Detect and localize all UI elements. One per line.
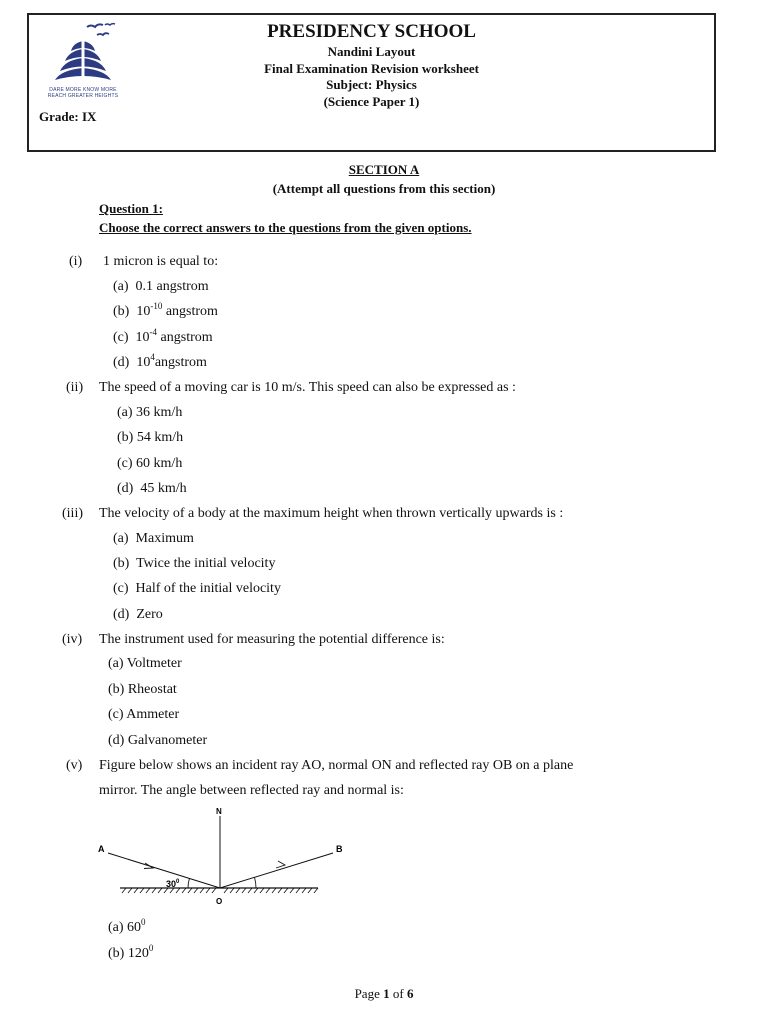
option-exponent: -10 <box>150 301 163 311</box>
option-base: 60 <box>127 920 142 935</box>
footer-of: of <box>389 986 407 1001</box>
angle-unit: 0 <box>176 879 180 885</box>
question-text: 1 micron is equal to: <box>103 254 219 269</box>
option <box>108 682 177 698</box>
option <box>108 707 179 723</box>
option-base: 10 <box>136 304 151 319</box>
section-instruction: (Attempt all questions from this section) <box>272 181 496 196</box>
section-title: SECTION A <box>348 162 420 177</box>
paper-name: (Science Paper 1) <box>323 94 420 109</box>
option <box>113 556 275 572</box>
option-text: Twice the initial velocity <box>136 556 276 571</box>
option-label: (b) <box>108 682 125 697</box>
grade: Grade: IX <box>39 109 97 124</box>
label-a: A <box>98 844 105 854</box>
option-label: (d) <box>113 355 130 370</box>
reflection-diagram <box>90 800 360 910</box>
option-label: (a) <box>117 405 133 420</box>
option-text: 45 km/h <box>140 481 187 496</box>
angle-arc-incident <box>188 878 190 888</box>
option-unit: angstrom <box>157 330 213 345</box>
option <box>108 917 146 936</box>
option-text: 54 km/h <box>136 430 184 445</box>
option-text: 60 km/h <box>136 456 183 471</box>
option-label: (c) <box>113 581 129 596</box>
option-label: (a) <box>108 920 124 935</box>
subject: Subject: Physics <box>326 77 417 92</box>
reflected-arrow-icon <box>276 861 285 868</box>
option <box>113 279 209 295</box>
question-text: The velocity of a body at the maximum height when thrown vertically upwards is : <box>99 506 564 521</box>
option <box>113 352 207 371</box>
option-exponent: 4 <box>150 352 155 362</box>
option <box>108 656 182 672</box>
option-label: (a) <box>108 656 124 671</box>
logo-motto-line-2: REACH GREATER HEIGHTS <box>47 93 119 99</box>
school-name: PRESIDENCY SCHOOL <box>267 21 476 42</box>
option-label: (c) <box>113 330 129 345</box>
label-b: B <box>336 844 343 854</box>
option-exponent: 0 <box>141 917 146 927</box>
angle-value: 30 <box>166 879 177 889</box>
option-text: Ammeter <box>126 707 180 722</box>
option-text: Voltmeter <box>126 656 182 671</box>
option-label: (a) <box>113 531 129 546</box>
option <box>113 531 194 547</box>
question-number: (iv) <box>62 632 83 647</box>
option-label: (c) <box>117 456 133 471</box>
option-label: (d) <box>108 733 125 748</box>
option <box>113 581 281 597</box>
header-box <box>27 13 716 152</box>
option <box>117 430 183 446</box>
reflected-ray-ob <box>220 853 333 888</box>
question-text-line-2: mirror. The angle between reflected ray and normal is: <box>99 783 404 798</box>
option <box>108 943 154 962</box>
option-text: Rheostat <box>127 682 177 697</box>
option-base: 10 <box>136 355 151 370</box>
option <box>117 456 182 472</box>
question-number: (i) <box>69 254 83 269</box>
option-base: 10 <box>135 330 150 345</box>
mirror-hatching <box>122 888 318 893</box>
logo-motto-line-1: DARE MORE KNOW MORE <box>49 87 117 93</box>
question-text: The speed of a moving car is 10 m/s. This speed can also be expressed as : <box>99 380 516 395</box>
branch-name: Nandini Layout <box>327 44 416 59</box>
question-number: (iii) <box>62 506 83 521</box>
option-label: (c) <box>108 707 124 722</box>
option-label: (b) <box>117 430 134 445</box>
option-text: Zero <box>136 607 163 622</box>
footer-total-pages: 6 <box>406 986 414 1001</box>
question-number: (v) <box>66 758 83 773</box>
footer-page-number: 1 <box>383 986 390 1001</box>
option-text: Half of the initial velocity <box>135 581 281 596</box>
option <box>117 405 182 421</box>
incident-ray-ao <box>108 853 220 888</box>
option <box>113 327 213 346</box>
option-label: (b) <box>113 556 130 571</box>
option-label: (d) <box>117 481 134 496</box>
question-text-line-1: Figure below shows an incident ray AO, normal ON and reflected ray OB on a plane <box>99 758 574 773</box>
angle-arc-reflected <box>255 878 257 889</box>
page-footer <box>0 986 768 1002</box>
option <box>117 481 187 497</box>
option <box>108 733 207 749</box>
question-instruction: Choose the correct answers to the questions from the given options. <box>99 220 472 235</box>
option-unit: angstrom <box>162 304 218 319</box>
option-base: 120 <box>127 946 149 961</box>
question-text: The instrument used for measuring the potential difference is: <box>99 632 445 647</box>
option-exponent: -4 <box>149 327 158 337</box>
label-o: O <box>216 897 223 906</box>
option-label: (b) <box>113 304 130 319</box>
option-label: (a) <box>113 279 129 294</box>
label-n: N <box>216 807 222 816</box>
option-label: (b) <box>108 946 125 961</box>
option-text: Maximum <box>135 531 194 546</box>
option-label: (d) <box>113 607 130 622</box>
option-text: 36 km/h <box>136 405 183 420</box>
option <box>113 607 163 623</box>
footer-prefix: Page <box>354 986 384 1001</box>
option-text: Galvanometer <box>127 733 208 748</box>
question-label: Question 1: <box>99 201 163 216</box>
option <box>113 301 218 320</box>
worksheet-title: Final Examination Revision worksheet <box>264 61 479 76</box>
option-text: 0.1 angstrom <box>135 279 209 294</box>
question-number: (ii) <box>66 380 84 395</box>
option-unit: angstrom <box>154 355 207 370</box>
option-exponent: 0 <box>148 943 154 953</box>
